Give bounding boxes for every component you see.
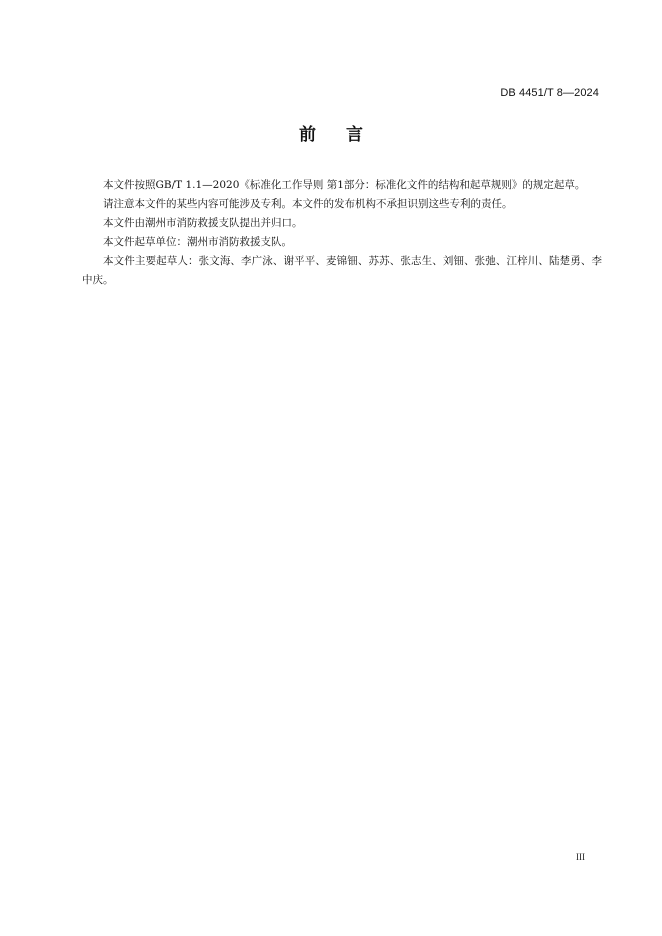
page-number: III	[576, 852, 585, 862]
foreword-body	[82, 176, 602, 290]
paragraph-proposer: 本文件由潮州市消防救援支队提出并归口。	[103, 217, 303, 229]
document-standard-number: DB 4451/T 8—2024	[500, 87, 599, 99]
paragraph-patent-notice: 请注意本文件的某些内容可能涉及专利。本文件的发布机构不承担识别这些专利的责任。	[103, 198, 513, 210]
paragraph-drafting-unit: 本文件起草单位：潮州市消防救援支队。	[103, 236, 292, 248]
page-title: 前言	[299, 125, 393, 145]
paragraph-drafters: 本文件主要起草人：张文海、李广泳、谢平平、麦锦钿、苏苏、张志生、刘钿、张弛、江梓川、陆楚勇、李中庆。	[82, 255, 602, 286]
paragraph-drafting-rules: 本文件按照GB/T 1.1—2020《标准化工作导则 第1部分：标准化文件的结构和起草规则》的规定起草。	[103, 179, 586, 191]
